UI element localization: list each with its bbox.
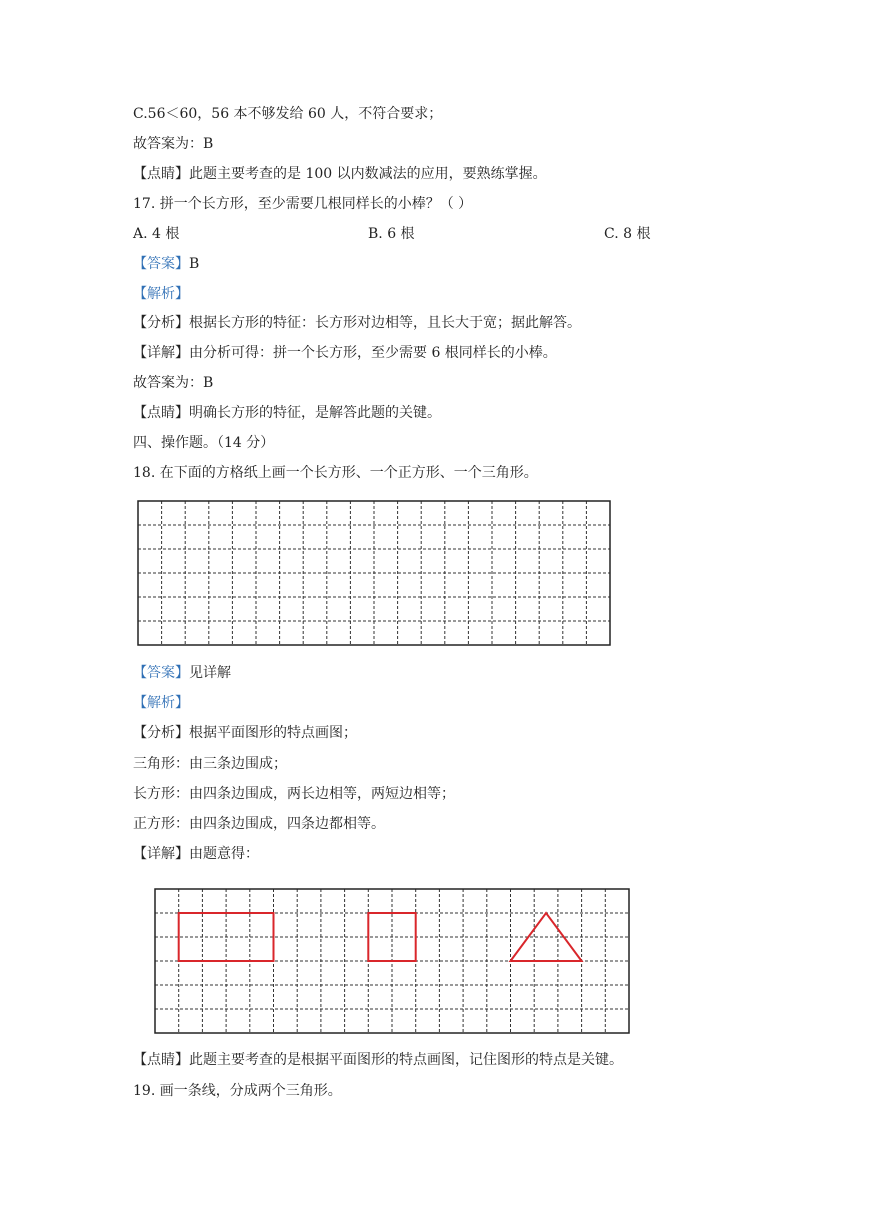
answer-tag: 【答案】	[133, 256, 189, 272]
grid-paper-solution	[154, 888, 630, 1034]
text-line: 【详解】由题意得：	[133, 846, 259, 862]
text-line: 三角形：由三条边围成；	[133, 756, 287, 772]
answer-value: B	[189, 256, 200, 272]
answer-value: 见详解	[189, 665, 231, 681]
option-a: A. 4 根	[133, 226, 180, 242]
text-line: 【分析】根据平面图形的特点画图；	[133, 725, 357, 741]
analysis-tag-18: 【解析】	[133, 695, 189, 711]
text-line: 【点睛】此题主要考查的是根据平面图形的特点画图，记住图形的特点是关键。	[133, 1052, 623, 1068]
text-line: 故答案为：B	[133, 375, 214, 391]
grid-paper-blank	[137, 500, 611, 646]
question-19: 19. 画一条线，分成两个三角形。	[133, 1083, 342, 1099]
option-b: B. 6 根	[368, 226, 415, 242]
text-line: 长方形：由四条边围成，两长边相等，两短边相等；	[133, 786, 455, 802]
section-heading: 四、操作题。（14 分）	[133, 435, 275, 451]
text-line: 故答案为：B	[133, 136, 214, 152]
option-c: C. 8 根	[604, 226, 651, 242]
answer-17	[133, 255, 199, 273]
question-18: 18. 在下面的方格纸上画一个长方形、一个正方形、一个三角形。	[133, 465, 538, 481]
question-17: 17. 拼一个长方形，至少需要几根同样长的小棒？（ ）	[133, 196, 473, 212]
analysis-tag-17: 【解析】	[133, 286, 189, 302]
text-line: 正方形：由四条边围成，四条边都相等。	[133, 816, 385, 832]
text-line: 【点睛】此题主要考查的是 100 以内数减法的应用，要熟练掌握。	[133, 166, 547, 182]
answer-18	[133, 664, 231, 682]
text-line: 【详解】由分析可得：拼一个长方形，至少需要 6 根同样长的小棒。	[133, 345, 557, 361]
text-line: 【点睛】明确长方形的特征，是解答此题的关键。	[133, 405, 441, 421]
answer-tag: 【答案】	[133, 665, 189, 681]
text-line: C.56＜60，56 本不够发给 60 人，不符合要求；	[133, 106, 443, 122]
text-line: 【分析】根据长方形的特征：长方形对边相等，且长大于宽；据此解答。	[133, 315, 581, 331]
